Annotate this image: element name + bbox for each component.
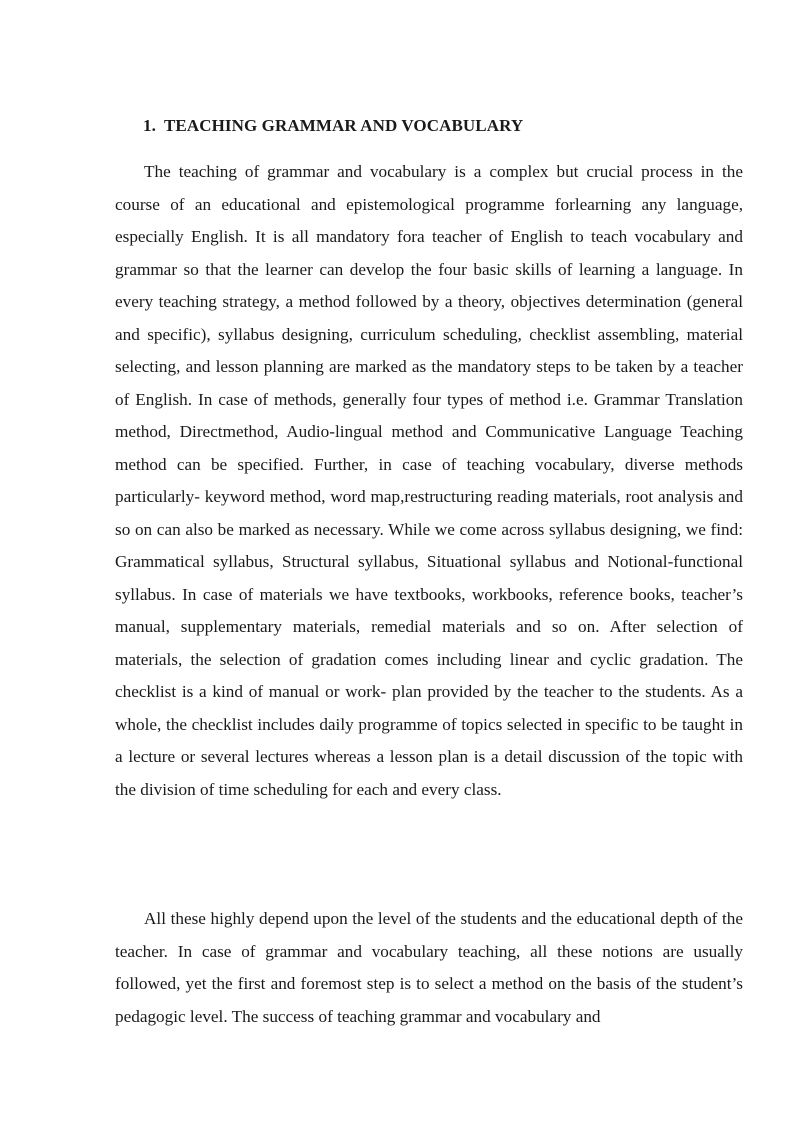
section-heading — [143, 116, 523, 136]
section-number: 1. — [143, 116, 156, 135]
body-paragraph-2: All these highly depend upon the level of the students and the educational depth of the teacher. In case of grammar and vocabulary teaching, all these notions are usually followed, yet the first and foremost step is to select a method on the basis of the student’s pedagogic level. The success of teaching grammar and vocabulary and — [115, 909, 743, 1026]
body-paragraph-1: The teaching of grammar and vocabulary is a complex but crucial process in the course of an educational and epistemological programme forlearning any language, especially English. It is all mandatory fora teacher of English to teach vocabulary and grammar so that the learner can develop the four basic skills of learning a language. In every teaching strategy, a method followed by a theory, objectives determination (general and specific), syllabus designing, curriculum scheduling, checklist assembling, material selecting, and lesson planning are marked as the mandatory steps to be taken by a teacher of English. In case of methods, generally four types of method i.e. Grammar Translation method, Directmethod, Audio-lingual method and Communicative Language Teaching method can be specified. Further, in case of teaching vocabulary, diverse methods particularly- keyword method, word map,restructuring reading materials, root analysis and so on can also be marked as necessary. While we come across syllabus designing, we find: Grammatical syllabus, Structural syllabus, Situational syllabus and Notional-functional syllabus. In case of materials we have textbooks, workbooks, reference books, teacher’s manual, supplementary materials, remedial materials and so on. After selection of materials, the selection of gradation comes including linear and cyclic gradation. The checklist is a kind of manual or work- plan provided by the teacher to the students. As a whole, the checklist includes daily programme of topics selected in specific to be taught in a lecture or several lectures whereas a lesson plan is a detail discussion of the topic with the division of time scheduling for each and every class. — [115, 162, 743, 799]
section-title: TEACHING GRAMMAR AND VOCABULARY — [163, 116, 524, 135]
